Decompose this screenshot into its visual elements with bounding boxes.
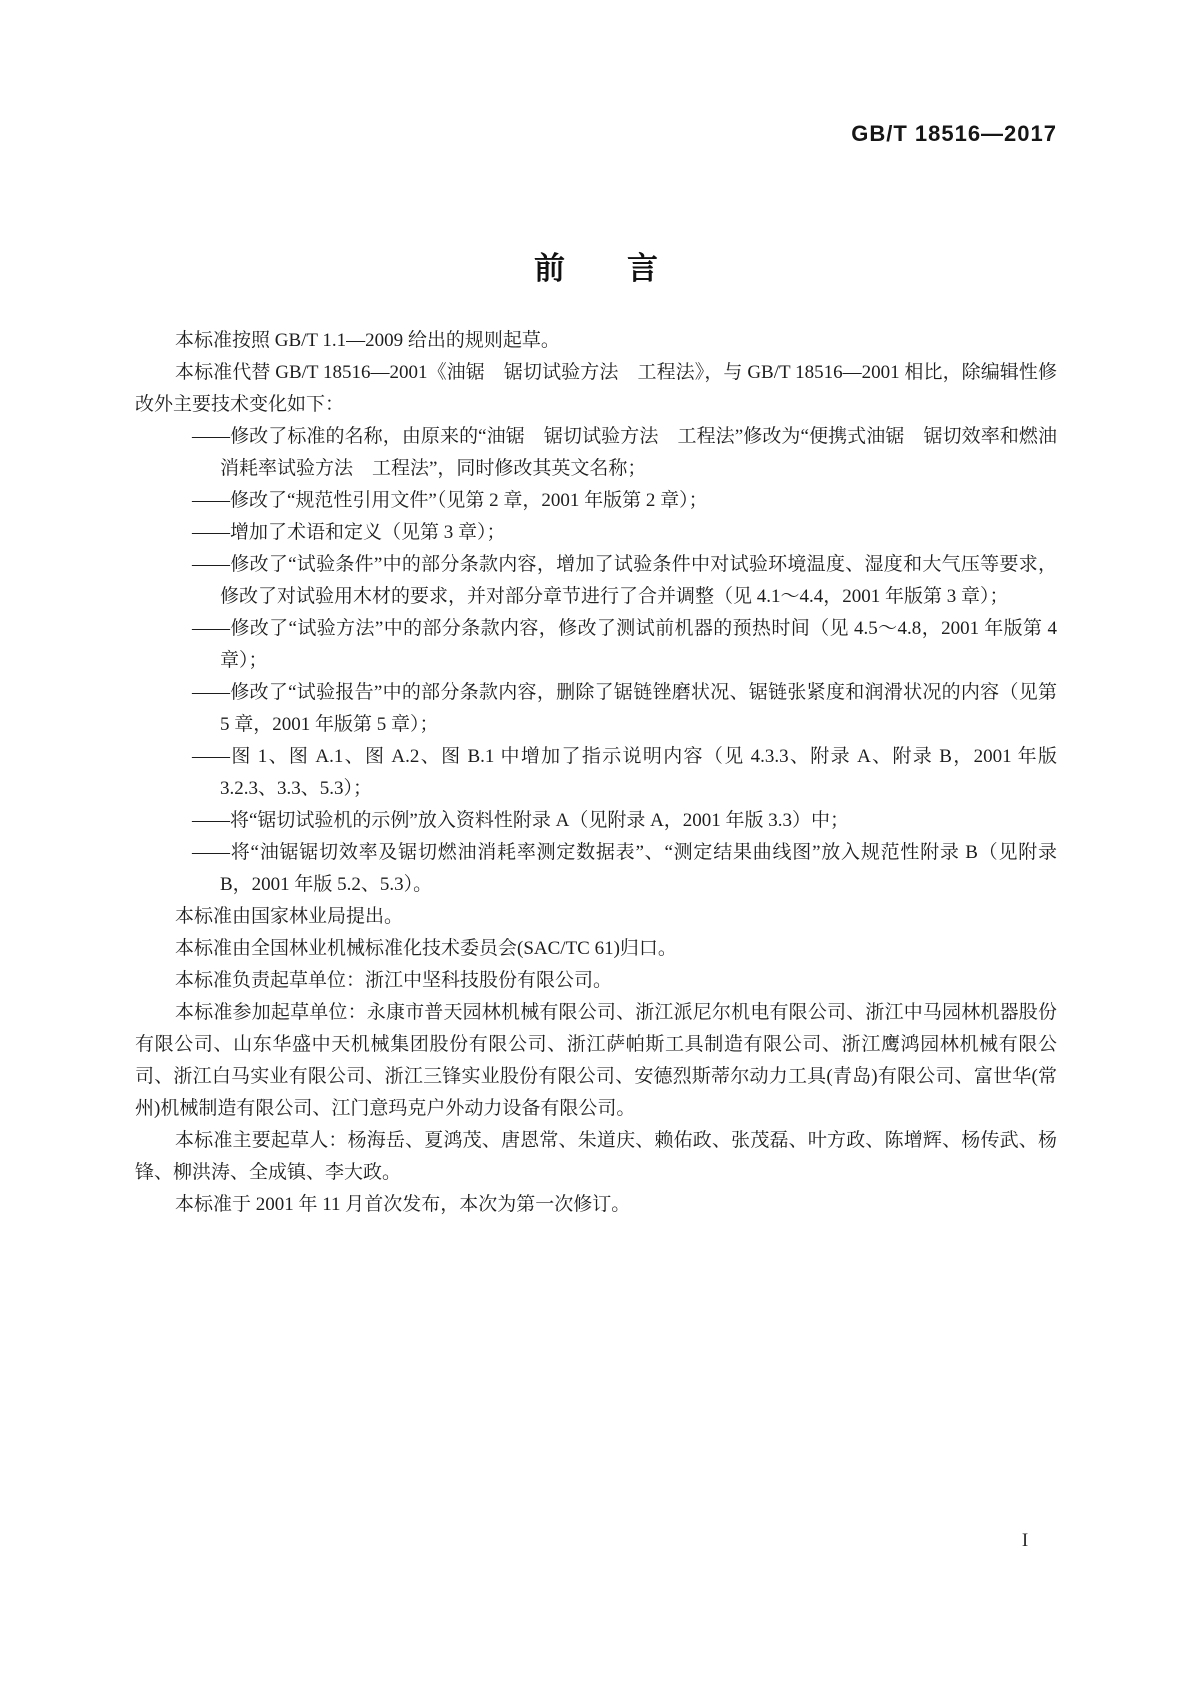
change-list-item: ——修改了“试验条件”中的部分条款内容，增加了试验条件中对试验环境温度、湿度和大气压等要求，修改了对试验用木材的要求，并对部分章节进行了合并调整（见 4.1～4.4，2001 年版第 3 章）；	[192, 554, 1057, 607]
page-title: 前 言	[534, 250, 658, 286]
change-list-item: ——图 1、图 A.1、图 A.2、图 B.1 中增加了指示说明内容（见 4.3.3、附录 A、附录 B，2001 年版 3.2.3、3.3、5.3）；	[192, 746, 1057, 799]
change-list-item: ——修改了“试验方法”中的部分条款内容，修改了测试前机器的预热时间（见 4.5～4.8，2001 年版第 4 章）；	[192, 618, 1057, 671]
foreword-paragraph: 本标准于 2001 年 11 月首次发布，本次为第一次修订。	[175, 1194, 631, 1215]
foreword-paragraph: 本标准由全国林业机械标准化技术委员会(SAC/TC 61)归口。	[175, 938, 677, 959]
foreword-paragraph: 本标准负责起草单位：浙江中坚科技股份有限公司。	[175, 970, 613, 991]
change-list-item: ——修改了“规范性引用文件”（见第 2 章，2001 年版第 2 章）；	[192, 490, 708, 511]
document-body	[135, 325, 1057, 1221]
foreword-paragraph: 本标准按照 GB/T 1.1—2009 给出的规则起草。	[175, 330, 560, 351]
foreword-paragraph: 本标准参加起草单位：永康市普天园林机械有限公司、浙江派尼尔机电有限公司、浙江中马园林机器股份有限公司、山东华盛中天机械集团股份有限公司、浙江萨帕斯工具制造有限公司、浙江鹰鸿园林机械有限公司、浙江白马实业有限公司、浙江三锋实业股份有限公司、安德烈斯蒂尔动力工具(青岛)有限公司、富世华(常州)机械制造有限公司、江门意玛克户外动力设备有限公司。	[135, 1002, 1057, 1119]
change-list-item: ——修改了标准的名称，由原来的“油锯 锯切试验方法 工程法”修改为“便携式油锯 锯切效率和燃油消耗率试验方法 工程法”，同时修改其英文名称；	[192, 426, 1057, 479]
foreword-paragraph: 本标准代替 GB/T 18516—2001《油锯 锯切试验方法 工程法》，与 GB/T 18516—2001 相比，除编辑性修改外主要技术变化如下：	[135, 362, 1057, 415]
foreword-paragraph: 本标准主要起草人：杨海岳、夏鸿茂、唐恩常、朱道庆、赖佑政、张茂磊、叶方政、陈增辉、杨传武、杨锋、柳洪涛、全成镇、李大政。	[135, 1130, 1057, 1183]
change-list-item: ——增加了术语和定义（见第 3 章）；	[192, 522, 506, 543]
page-number: I	[1021, 1530, 1029, 1551]
change-list-item: ——修改了“试验报告”中的部分条款内容，删除了锯链锉磨状况、锯链张紧度和润滑状况的内容（见第 5 章，2001 年版第 5 章）；	[192, 682, 1057, 735]
change-list-item: ——将“锯切试验机的示例”放入资料性附录 A（见附录 A，2001 年版 3.3）中；	[192, 810, 850, 831]
doc-number: GB/T 18516—2017	[851, 121, 1057, 146]
foreword-paragraph: 本标准由国家林业局提出。	[175, 906, 404, 927]
change-list-item: ——将“油锯锯切效率及锯切燃油消耗率测定数据表”、“测定结果曲线图”放入规范性附录 B（见附录 B，2001 年版 5.2、5.3）。	[192, 842, 1057, 895]
